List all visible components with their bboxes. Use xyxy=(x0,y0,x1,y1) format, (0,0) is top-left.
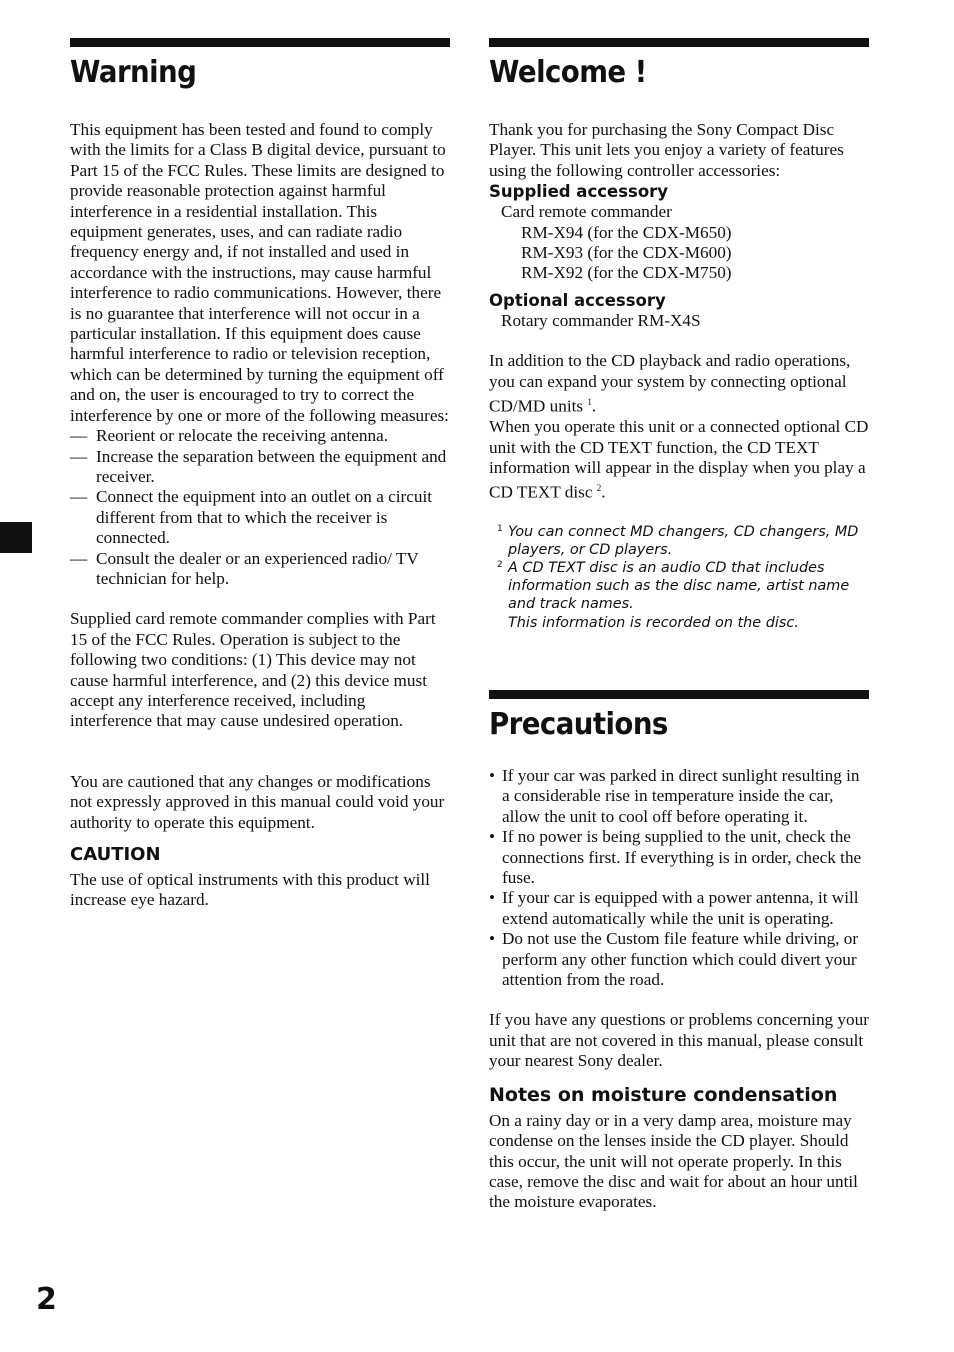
list-item: — Consult the dealer or an experienced radio/ TV technician for help. xyxy=(70,548,419,588)
list-item: • Do not use the Custom file feature while driving, or perform any other function which could divert your attention from the road. xyxy=(489,929,859,990)
precautions-section xyxy=(489,690,869,1213)
heading-rule xyxy=(489,690,869,699)
warning-title: Warning xyxy=(70,55,197,90)
moisture-notes-heading: Notes on moisture condensation xyxy=(489,1083,838,1106)
footnotes xyxy=(489,523,869,632)
model-item: RM-X93 (for the CDX-M600) xyxy=(521,243,732,263)
welcome-section xyxy=(489,38,869,1212)
list-item: — Reorient or relocate the receiving antenna. xyxy=(70,426,389,446)
page-number: 2 xyxy=(36,1282,57,1317)
footnote-ref: 1 xyxy=(587,397,592,408)
remote-compliance-text: Supplied card remote commander complies with Part 15 of the FCC Rules. Operation is subject to the following two conditions: (1) This device may not cause harmful interference, and (2) this device must accept any interference received, including interference that may cause undesired operation. xyxy=(70,609,436,731)
model-item: RM-X92 (for the CDX-M750) xyxy=(521,263,732,283)
modifications-text: You are cautioned that any changes or modifications not expressly approved in this manual could void your authority to operate this equipment. xyxy=(70,771,445,832)
supplied-accessory-item: Card remote commander xyxy=(501,202,672,222)
caution-text: The use of optical instruments with this product will increase eye hazard. xyxy=(70,870,430,910)
precautions-list xyxy=(489,766,869,990)
optional-accessory-heading: Optional accessory xyxy=(489,290,666,310)
list-item: — Connect the equipment into an outlet on a circuit different from that to which the receiver is connected. xyxy=(70,487,433,548)
supplied-accessory-heading: Supplied accessory xyxy=(489,182,669,202)
footnote: 2 A CD TEXT disc is an audio CD that includes information such as the disc name, artist name and track names. This information is recorded on the disc. xyxy=(497,559,850,631)
section-tab-marker xyxy=(0,522,32,553)
expansion-text: In addition to the CD playback and radio operations, you can expand your system by connecting optional CD/MD units $^1$. xyxy=(489,351,851,416)
footnote: 1 You can connect MD changers, CD changers, MD players, or CD players. xyxy=(497,523,859,558)
welcome-title: Welcome ! xyxy=(489,55,647,90)
heading-rule xyxy=(489,38,869,47)
list-item: • If your car is equipped with a power antenna, it will extend automatically while the unit is operating. xyxy=(489,888,859,928)
precautions-title: Precautions xyxy=(489,707,668,742)
warning-intro: This equipment has been tested and found to comply with the limits for a Class B digital device, pursuant to Part 15 of the FCC Rules. These limits are designed to provide reasonable protection against harmful interference in a residential installation. This equipment generates, uses, and can radiate radio frequency energy and, if not installed and used in accordance with the instructions, may cause harmful interference to radio communications. However, there is no guarantee that interference will not occur in a particular installation. If this equipment does cause harmful interference to radio or television reception, which can be determined by turning the equipment off and on, the user is encouraged to try to correct the interference by one or more of the following measures: xyxy=(70,120,449,425)
list-item: — Increase the separation between the equipment and receiver. xyxy=(70,446,447,486)
list-item: • If no power is being supplied to the unit, check the connections first. If everything is in order, check the fuse. xyxy=(489,827,862,888)
moisture-notes-text: On a rainy day or in a very damp area, moisture may condense on the lenses inside the CD player. Should this occur, the unit will not operate properly. In this case, remove the disc and wait for about an hour until the moisture evaporates. xyxy=(489,1110,858,1212)
caution-heading: CAUTION xyxy=(70,844,161,865)
warning-section xyxy=(70,38,450,911)
questions-text: If you have any questions or problems concerning your unit that are not covered in this manual, please consult your nearest Sony dealer. xyxy=(489,1010,869,1071)
model-item: RM-X94 (for the CDX-M650) xyxy=(521,222,732,242)
heading-rule xyxy=(70,38,450,47)
welcome-intro: Thank you for purchasing the Sony Compact Disc Player. This unit lets you enjoy a variety of features using the following controller accessories: xyxy=(489,120,844,180)
cd-text-paragraph: When you operate this unit or a connected optional CD unit with the CD TEXT function, the CD TEXT information will appear in the display when you play a CD TEXT disc $^2$. xyxy=(489,417,869,503)
optional-accessory-item: Rotary commander RM-X4S xyxy=(501,310,701,330)
list-item: • If your car was parked in direct sunlight resulting in a considerable rise in temperature inside the car, allow the unit to cool off before operating it. xyxy=(489,766,860,826)
measures-list xyxy=(70,426,450,589)
footnote-ref: 2 xyxy=(596,483,602,494)
